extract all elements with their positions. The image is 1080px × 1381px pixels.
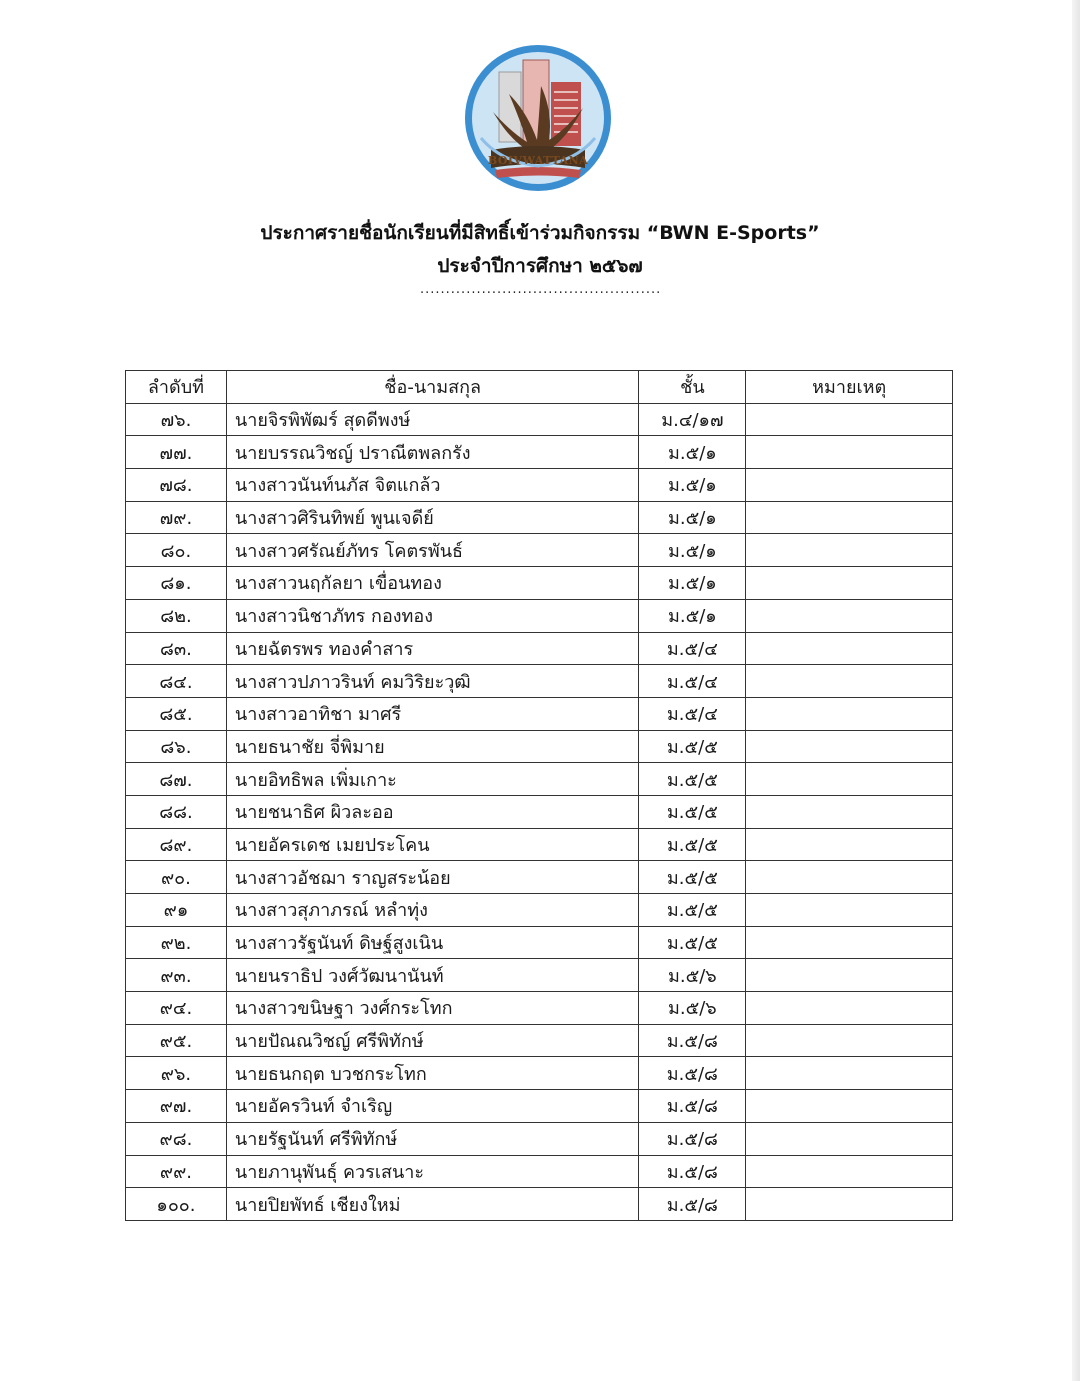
- row-name: นางสาวศิรินทิพย์ พูนเจดีย์: [226, 501, 639, 534]
- row-name: นายธนาชัย จี่พิมาย: [226, 730, 639, 763]
- row-note: [746, 861, 953, 894]
- row-class: ม.๕/๔: [639, 697, 746, 730]
- row-class: ม.๕/๘: [639, 1057, 746, 1090]
- row-name: นางสาวปภาวรินท์ คมวิริยะวุฒิ: [226, 665, 639, 698]
- table-row: [126, 763, 953, 796]
- table-row: [126, 534, 953, 567]
- row-note: [746, 403, 953, 436]
- row-note: [746, 959, 953, 992]
- row-class: ม.๕/๑: [639, 436, 746, 469]
- row-note: [746, 1188, 953, 1221]
- row-note: [746, 501, 953, 534]
- table-row: [126, 959, 953, 992]
- table-row: [126, 1090, 953, 1123]
- row-number: ๗๘.: [126, 469, 227, 502]
- row-number: ๘๒.: [126, 599, 227, 632]
- row-class: ม.๕/๑: [639, 567, 746, 600]
- table-row: [126, 861, 953, 894]
- row-number: ๘๕.: [126, 697, 227, 730]
- row-class: ม.๕/๘: [639, 1188, 746, 1221]
- row-name: นายภานุพันธุ์ ควรเสนาะ: [226, 1155, 639, 1188]
- row-name: นายนราธิป วงศ์วัฒนานันท์: [226, 959, 639, 992]
- table-row: [126, 403, 953, 436]
- row-name: นางสาวนฤกัลยา เขื่อนทอง: [226, 567, 639, 600]
- row-note: [746, 992, 953, 1025]
- row-name: นางสาวสุภาภรณ์ หลำทุ่ง: [226, 894, 639, 927]
- row-name: นายอัครวินท์ จำเริญ: [226, 1090, 639, 1123]
- row-number: ๙๖.: [126, 1057, 227, 1090]
- row-class: ม.๔/๑๗: [639, 403, 746, 436]
- row-note: [746, 1024, 953, 1057]
- table-row: [126, 697, 953, 730]
- row-note: [746, 1122, 953, 1155]
- row-name: นายชนาธิศ ผิวละออ: [226, 795, 639, 828]
- row-class: ม.๕/๕: [639, 795, 746, 828]
- table-row: [126, 1057, 953, 1090]
- row-note: [746, 665, 953, 698]
- row-name: นายอัครเดช เมยประโคน: [226, 828, 639, 861]
- row-name: นางสาวรัฐนันท์ ดิษฐ์สูงเนิน: [226, 926, 639, 959]
- row-class: ม.๕/๕: [639, 861, 746, 894]
- row-class: ม.๕/๑: [639, 501, 746, 534]
- row-number: ๘๓.: [126, 632, 227, 665]
- table-row: [126, 828, 953, 861]
- row-name: นายจิรพิพัฒร์ สุดดีพงษ์: [226, 403, 639, 436]
- table-row: [126, 436, 953, 469]
- table-row: [126, 1024, 953, 1057]
- row-note: [746, 795, 953, 828]
- row-number: ๑๐๐.: [126, 1188, 227, 1221]
- announcement-title: ประกาศรายชื่อนักเรียนที่มีสิทธิ์เข้าร่วมกิจกรรม “BWN E-Sports”: [260, 222, 820, 244]
- row-note: [746, 1090, 953, 1123]
- row-number: ๙๔.: [126, 992, 227, 1025]
- row-note: [746, 436, 953, 469]
- row-class: ม.๕/๘: [639, 1024, 746, 1057]
- row-note: [746, 469, 953, 502]
- row-name: นางสาวอาทิชา มาศรี: [226, 697, 639, 730]
- page-edge-shadow: [1072, 0, 1080, 1381]
- row-name: นายรัฐนันท์ ศรีพิทักษ์: [226, 1122, 639, 1155]
- row-class: ม.๕/๘: [639, 1122, 746, 1155]
- row-class: ม.๕/๑: [639, 534, 746, 567]
- row-number: ๘๘.: [126, 795, 227, 828]
- row-number: ๘๑.: [126, 567, 227, 600]
- row-note: [746, 534, 953, 567]
- header-class: ชั้น: [639, 371, 746, 404]
- row-note: [746, 599, 953, 632]
- row-name: นางสาวศรัณย์ภัทร โคตรพันธ์: [226, 534, 639, 567]
- table-body: [126, 403, 953, 1220]
- logo-text: BOIVWATTANA: [487, 154, 589, 167]
- student-roster-table: [125, 370, 953, 1221]
- table-row: [126, 567, 953, 600]
- row-class: ม.๕/๔: [639, 632, 746, 665]
- academic-year-title: ประจำปีการศึกษา ๒๕๖๗: [437, 255, 643, 277]
- row-note: [746, 697, 953, 730]
- row-class: ม.๕/๑: [639, 599, 746, 632]
- table-row: [126, 469, 953, 502]
- row-name: นายฉัตรพร ทองคำสาร: [226, 632, 639, 665]
- row-note: [746, 730, 953, 763]
- row-number: ๙๗.: [126, 1090, 227, 1123]
- row-name: นายบรรณวิชญ์ ปราณีตพลกรัง: [226, 436, 639, 469]
- row-note: [746, 567, 953, 600]
- table-row: [126, 599, 953, 632]
- row-note: [746, 1155, 953, 1188]
- table-row: [126, 795, 953, 828]
- row-number: ๙๕.: [126, 1024, 227, 1057]
- table-row: [126, 730, 953, 763]
- row-name: นางสาวขนิษฐา วงศ์กระโทก: [226, 992, 639, 1025]
- header-name: ชื่อ-นามสกุล: [226, 371, 639, 404]
- school-logo-icon: [461, 42, 615, 196]
- row-class: ม.๕/๕: [639, 730, 746, 763]
- row-number: ๘๖.: [126, 730, 227, 763]
- table-row: [126, 1188, 953, 1221]
- table-row: [126, 501, 953, 534]
- row-number: ๙๐.: [126, 861, 227, 894]
- row-number: ๗๗.: [126, 436, 227, 469]
- row-class: ม.๕/๖: [639, 959, 746, 992]
- row-name: นายธนกฤต บวชกระโทก: [226, 1057, 639, 1090]
- title-divider: ...............................................: [420, 282, 662, 297]
- row-number: ๙๘.: [126, 1122, 227, 1155]
- row-class: ม.๕/๕: [639, 763, 746, 796]
- header-note: หมายเหตุ: [746, 371, 953, 404]
- row-number: ๗๖.: [126, 403, 227, 436]
- row-class: ม.๕/๘: [639, 1090, 746, 1123]
- row-number: ๙๒.: [126, 926, 227, 959]
- row-number: ๙๑: [126, 894, 227, 927]
- row-note: [746, 926, 953, 959]
- row-class: ม.๕/๖: [639, 992, 746, 1025]
- row-number: ๙๙.: [126, 1155, 227, 1188]
- row-name: นายปิยพัทธ์ เชียงใหม่: [226, 1188, 639, 1221]
- row-class: ม.๕/๕: [639, 926, 746, 959]
- row-class: ม.๕/๑: [639, 469, 746, 502]
- table-row: [126, 992, 953, 1025]
- table-row: [126, 1155, 953, 1188]
- table-row: [126, 894, 953, 927]
- row-name: นายปัณณวิชญ์ ศรีพิทักษ์: [226, 1024, 639, 1057]
- row-class: ม.๕/๔: [639, 665, 746, 698]
- row-class: ม.๕/๕: [639, 828, 746, 861]
- row-note: [746, 1057, 953, 1090]
- row-class: ม.๕/๘: [639, 1155, 746, 1188]
- row-number: ๘๙.: [126, 828, 227, 861]
- row-class: ม.๕/๕: [639, 894, 746, 927]
- school-logo: [461, 42, 615, 196]
- row-note: [746, 894, 953, 927]
- table-row: [126, 926, 953, 959]
- header-number: ลำดับที่: [126, 371, 227, 404]
- row-name: นางสาวอัชฌา ราญสระน้อย: [226, 861, 639, 894]
- row-number: ๙๓.: [126, 959, 227, 992]
- table-row: [126, 665, 953, 698]
- row-name: นางสาวนิชาภัทร กองทอง: [226, 599, 639, 632]
- row-name: นางสาวนันท์นภัส จิตแกล้ว: [226, 469, 639, 502]
- row-number: ๘๗.: [126, 763, 227, 796]
- table-row: [126, 1122, 953, 1155]
- row-note: [746, 632, 953, 665]
- row-number: ๘๔.: [126, 665, 227, 698]
- row-note: [746, 828, 953, 861]
- row-note: [746, 763, 953, 796]
- table-header-row: [126, 371, 953, 404]
- row-number: ๘๐.: [126, 534, 227, 567]
- row-name: นายอิทธิพล เพิ่มเกาะ: [226, 763, 639, 796]
- row-number: ๗๙.: [126, 501, 227, 534]
- table-row: [126, 632, 953, 665]
